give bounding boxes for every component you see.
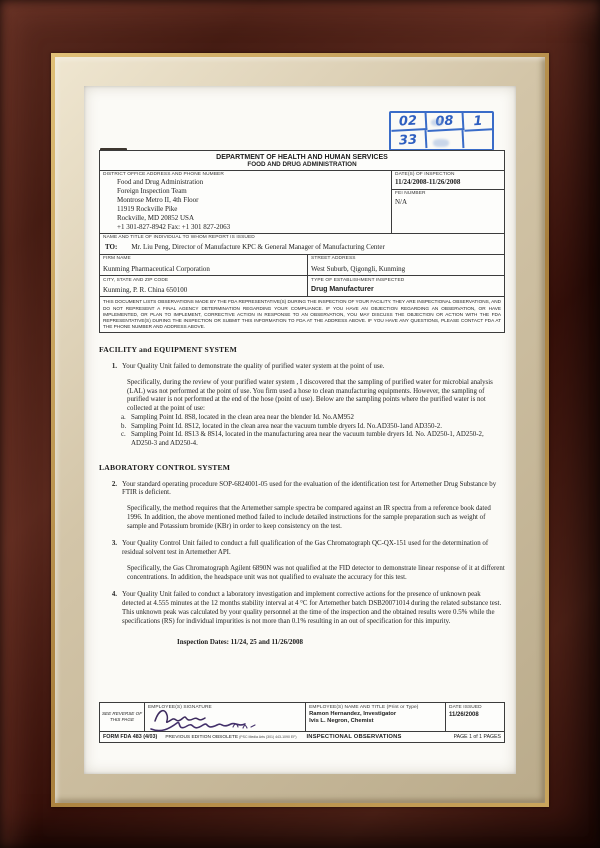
city-state-zip-value: Kunming, P. R. China 650100 [103,285,188,294]
document-page [84,86,516,774]
observation-number: 1. [111,362,117,370]
observation-2-detail: Specifically, the method requires that the Artemether sample spectra be compared against an IR spectra from a reference book dated 1996. In addition, the above mentioned method failed to include detailed instructions for the sample preparation such as weight of sample and Potassium bromide (KBr) in order to keep consistency on the test. [127,505,491,530]
sub-item-text: Sampling Point Id. 8S13 & 8S14, located in the manufacturing area near the vacuum tumble dryers Id. No. AD250-1, AD250-2, AD250-3 and AD250-4. [131,431,484,448]
observation-text: Your standard operating procedure SOP-6824001-05 used for the evaluation of the identification test for Artemether Drug Substance by FTIR is deficient. [122,480,497,497]
city-type-row [100,275,504,296]
inspection-dates-line: Inspection Dates: 11/24, 25 and 11/26/2008 [177,638,304,647]
fei-number-label: FEI NUMBER [395,191,426,197]
form-title: INSPECTIONAL OBSERVATIONS [306,734,402,740]
section-title-facility: FACILITY and EQUIPMENT SYSTEM [99,345,237,355]
employee-signature-cell [145,703,306,731]
stamp-cell: 1 [464,112,493,131]
firm-name-cell [100,255,308,275]
date-issued-value: 11/26/2008 [449,711,479,718]
issued-to-value: Mr. Liu Peng, Director of Manufacture KPC & General Manager of Manufacturing Center [131,242,385,251]
sub-item-letter: a. [121,413,126,421]
stamp-cell [464,130,493,149]
observation-2 [99,481,505,499]
observation-1 [99,363,505,372]
observation-number: 4. [111,591,117,599]
employee-name-label: EMPLOYEE(S) NAME AND TITLE (Print or Type) [309,704,419,710]
district-office-label: DISTRICT OFFICE ADDRESS AND PHONE NUMBER [103,172,224,177]
street-address-value: West Suburb, Qigongli, Kunming [311,264,406,273]
fei-number-cell [392,190,504,233]
establishment-type-label: TYPE OF ESTABLISHMENT INSPECTED [311,277,405,283]
establishment-type-cell [308,276,504,296]
stamp-cell: 33 [391,130,428,150]
address-line: Foreign Inspection Team [117,187,187,196]
agency-header [100,151,504,171]
observation-text: Your Quality Control Unit failed to conduct a full qualification of the Gas Chromatograph QC-QX-151 used for the determination of residual solvent test in Artemether API. [122,540,489,557]
issued-to-row [100,233,504,254]
address-line: Food and Drug Administration [117,178,204,187]
address-line: Rockville, MD 20852 USA [117,213,194,222]
employee-name: Ivis L. Negron, Chemist [309,718,374,725]
fda-483-document [84,86,516,774]
date-issued-label: DATE ISSUED [449,704,482,710]
employee-names-cell [306,703,446,731]
inspection-date-cell [392,171,504,190]
observation-text: Your Quality Unit failed to conduct a laboratory investigation and implement corrective actions for the presence of unknown peak detected at 4.555 minutes at the 12 months stability interval at 4 °C for Artemether batch DSB20071014 during the related substance test. This unknown peak was calculated by your quality personnel at the time of the inspection and the obtained results were 0.5% while the specifications (RS) for individual impurities is not more than 0.1% resulting in an out of specification for this impurity. [122,591,502,625]
employee-signature-label: EMPLOYEE(S) SIGNATURE [148,704,212,710]
address-line: Montrose Metro II, 4th Floor [117,195,199,204]
print-office-note: (PSC Media Arts (301) 443-1090 EF) [239,735,297,739]
observations-body [99,345,505,647]
page-count: PAGE 1 of 1 PAGES [453,734,501,740]
sampling-point-b [121,423,505,432]
observation-3-detail: Specifically, the Gas Chromatograph Agilent 6890N was not qualified at the FID detector to demonstrate linear response of it at different concentrations. In addition, the headspace unit was not qualified to evaluate the accuracy for this test. [127,564,505,581]
phone-fax-line: +1 301-827-8942 Fax: +1 301 827-2063 [117,222,231,231]
street-address-label: STREET ADDRESS [311,256,356,262]
firm-street-row [100,254,504,275]
see-reverse-cell: SEE REVERSE OF THIS PAGE [100,703,145,731]
faint-ink-mark [433,139,449,147]
address-line: 11919 Rockville Pike [117,204,178,213]
to-prefix: TO: [105,242,118,251]
street-address-cell [308,255,504,275]
form-number: FORM FDA 483 (4/03) [103,734,158,740]
employee-name: Ramon Hernandez, Investigator [309,710,397,717]
inspection-date-label: DATE(S) OF INSPECTION [395,172,455,177]
district-office-cell [100,171,392,233]
address-inspection-row [100,171,504,233]
observation-number: 2. [111,480,117,488]
signature-scribble [147,705,297,735]
firm-name-label: FIRM NAME [103,256,131,262]
city-state-zip-cell [100,276,308,296]
observation-number: 3. [111,540,117,548]
establishment-type-value: Drug Manufacturer [311,285,374,293]
sub-item-text: Sampling Point Id. 8S8, located in the clean area near the blender Id. No.AM952 [131,413,354,421]
fei-number-value: N/A [395,197,408,206]
observation-3 [99,540,505,558]
faint-ink-mark [431,119,443,126]
issued-to-line [103,243,501,251]
signature-table [99,702,505,732]
sub-item-letter: c. [121,431,126,439]
handwritten-stamp-grid [389,111,494,151]
observation-4 [99,591,505,626]
observation-1-detail: Specifically, during the review of your purified water system , I discovered that the sampling of purified water for microbial analysis (LAL) was not performed at the point of use. You firm used a hose to clean manufacturing equipments. However, the sampling of purified water is not performed at the end of the hose (point of use). Below are the sampling points where the purified water is not collected at the point of use: [127,378,493,413]
date-issued-cell [446,703,504,731]
section-title-laboratory: LABORATORY CONTROL SYSTEM [99,462,231,472]
city-state-zip-label: CITY, STATE AND ZIP CODE [103,277,169,283]
inspection-date-value: 11/24/2008-11/26/2008 [395,178,461,187]
sampling-point-c [121,431,505,449]
district-office-address [103,178,388,222]
form-header-table [99,150,505,333]
stamp-cell: 02 [391,112,428,132]
sampling-point-a [121,414,505,423]
inspection-meta-column [392,171,504,233]
previous-edition-note: PREVIOUS EDITION OBSOLETE [165,734,239,740]
disclaimer-text: THIS DOCUMENT LISTS OBSERVATIONS MADE BY THE FDA REPRESENTATIVE(S) DURING THE INSPECTION OF YOUR FACILITY. THEY ARE INSPECTIONAL OBSERVATIONS, AND DO NOT REPRESENT A FINAL AGENCY DETERMINATION REGARDING YOUR COMPLIANCE. IF YOU HAVE AN OBJECTION REGARDING AN OBSERVATION, OR HAVE IMPLEMENTED, OR PLAN TO IMPLEMENT, CORRECTIVE ACTION IN RESPONSE TO AN OBSERVATION, YOU MAY DISCUSS THE OBJECTION OR ACTION WITH THE FDA REPRESENTATIVE(S) DURING THE INSPECTION OR SUBMIT THIS INFORMATION TO FDA AT THE ADDRESS ABOVE. IF YOU HAVE ANY QUESTIONS, PLEASE CONTACT FDA AT THE PHONE NUMBER AND ADDRESS ABOVE. [100,296,504,332]
signature-footer-block [99,702,505,743]
department-title: DEPARTMENT OF HEALTH AND HUMAN SERVICES [216,153,388,161]
stamp-cell: 08 [427,112,465,132]
observation-text: Your Quality Unit failed to demonstrate the quality of purified water system at the point of use. [122,362,385,370]
agency-title: FOOD AND DRUG ADMINISTRATION [247,160,357,168]
sub-item-letter: b. [121,422,127,430]
sub-item-text: Sampling Point Id. 8S12, located in the clean area near the vacuum tumble dryers Id. No.AD350-1and AD350-2. [131,422,442,430]
firm-name-value: Kunming Pharmaceutical Corporation [103,264,210,273]
issued-to-label: NAME AND TITLE OF INDIVIDUAL TO WHOM REPORT IS ISSUED [103,235,255,241]
